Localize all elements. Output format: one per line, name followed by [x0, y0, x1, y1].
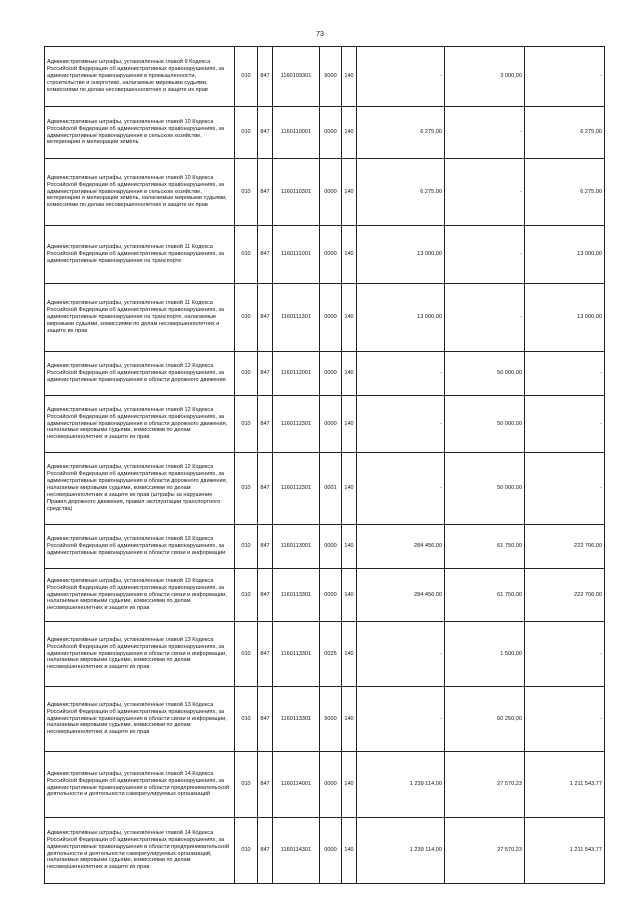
- planned-amount-cell: 284 456,00: [357, 525, 445, 569]
- description-cell: Административные штрафы, установленные главой 9 Кодекса Российской Федерации об административных правонарушениях, за административные правонарушения в промышленности, строительстве и энергетике, налагаемые мировыми судьями, комиссиями по делам несовершеннолетних и защите их прав: [45, 47, 235, 107]
- table-body: [45, 47, 605, 884]
- section-code-cell: 010: [235, 687, 258, 752]
- admin-code-cell: 847: [258, 752, 273, 818]
- unexecuted-amount-cell: -: [525, 352, 605, 396]
- kind-code-cell: 140: [342, 159, 357, 226]
- section-code-cell: 010: [235, 284, 258, 352]
- unexecuted-amount-cell: 13 000,00: [525, 226, 605, 284]
- subcode-cell: 0001: [320, 453, 342, 525]
- subcode-cell: 0000: [320, 752, 342, 818]
- executed-amount-cell: 3 000,00: [445, 47, 525, 107]
- section-code-cell: 010: [235, 622, 258, 687]
- kind-code-cell: 140: [342, 226, 357, 284]
- admin-code-cell: 847: [258, 569, 273, 622]
- executed-amount-cell: 60 250,00: [445, 687, 525, 752]
- admin-code-cell: 847: [258, 687, 273, 752]
- budget-code-cell: 1160112001: [273, 352, 320, 396]
- executed-amount-cell: 61 750,00: [445, 525, 525, 569]
- description-cell: Административные штрафы, установленные главой 12 Кодекса Российской Федерации об административных правонарушениях, за административные правонарушения в области дорожного движения: [45, 352, 235, 396]
- executed-amount-cell: 27 570,23: [445, 752, 525, 818]
- description-cell: Административные штрафы, установленные главой 14 Кодекса Российской Федерации об административных правонарушениях, за административные правонарушения в области предпринимательской деятельности и деятельности саморегулируемых организаций: [45, 752, 235, 818]
- planned-amount-cell: 1 239 114,00: [357, 818, 445, 884]
- admin-code-cell: 847: [258, 622, 273, 687]
- admin-code-cell: 847: [258, 396, 273, 453]
- unexecuted-amount-cell: 222 706,00: [525, 525, 605, 569]
- planned-amount-cell: 13 000,00: [357, 284, 445, 352]
- budget-code-cell: 1160113001: [273, 525, 320, 569]
- subcode-cell: 0025: [320, 622, 342, 687]
- admin-code-cell: 847: [258, 453, 273, 525]
- subcode-cell: 0000: [320, 525, 342, 569]
- section-code-cell: 010: [235, 396, 258, 453]
- section-code-cell: 010: [235, 226, 258, 284]
- subcode-cell: 0000: [320, 352, 342, 396]
- unexecuted-amount-cell: 6 275,00: [525, 107, 605, 159]
- subcode-cell: 9000: [320, 47, 342, 107]
- subcode-cell: 0000: [320, 284, 342, 352]
- kind-code-cell: 140: [342, 818, 357, 884]
- table-row: [45, 107, 605, 159]
- planned-amount-cell: 6 275,00: [357, 159, 445, 226]
- executed-amount-cell: 61 750,00: [445, 569, 525, 622]
- table-row: [45, 569, 605, 622]
- section-code-cell: 010: [235, 453, 258, 525]
- description-cell: Административные штрафы, установленные главой 11 Кодекса Российской Федерации об административных правонарушениях, за административные правонарушения на транспорте, налагаемые мировыми судьями, комиссиями по делам несовершеннолетних и защите их прав: [45, 284, 235, 352]
- kind-code-cell: 140: [342, 687, 357, 752]
- budget-code-cell: 1160110301: [273, 159, 320, 226]
- table-row: [45, 284, 605, 352]
- budget-code-cell: 1160110001: [273, 107, 320, 159]
- table-row: [45, 752, 605, 818]
- kind-code-cell: 140: [342, 352, 357, 396]
- admin-code-cell: 847: [258, 159, 273, 226]
- description-cell: Административные штрафы, установленные главой 12 Кодекса Российской Федерации об административных правонарушениях, за административные правонарушения в области дорожного движения, налагаемые мировыми судьями, комиссиями по делам несовершеннолетних и защите их прав: [45, 396, 235, 453]
- table-row: [45, 352, 605, 396]
- admin-code-cell: 847: [258, 226, 273, 284]
- admin-code-cell: 847: [258, 284, 273, 352]
- section-code-cell: 010: [235, 159, 258, 226]
- subcode-cell: 0000: [320, 569, 342, 622]
- unexecuted-amount-cell: -: [525, 687, 605, 752]
- section-code-cell: 010: [235, 569, 258, 622]
- executed-amount-cell: 27 570,23: [445, 818, 525, 884]
- table-row: [45, 818, 605, 884]
- planned-amount-cell: -: [357, 396, 445, 453]
- section-code-cell: 010: [235, 752, 258, 818]
- unexecuted-amount-cell: 222 706,00: [525, 569, 605, 622]
- description-cell: Административные штрафы, установленные главой 14 Кодекса Российской Федерации об административных правонарушениях, за административные правонарушения в области предпринимательской деятельности и деятельности саморегулируемых организаций, налагаемые мировыми судьями, комиссиями по делам несовершеннолетних и защите их прав: [45, 818, 235, 884]
- budget-code-cell: 1160112301: [273, 453, 320, 525]
- admin-code-cell: 847: [258, 47, 273, 107]
- table-row: [45, 453, 605, 525]
- table-row: [45, 226, 605, 284]
- planned-amount-cell: 6 275,00: [357, 107, 445, 159]
- section-code-cell: 010: [235, 352, 258, 396]
- planned-amount-cell: -: [357, 352, 445, 396]
- planned-amount-cell: -: [357, 47, 445, 107]
- executed-amount-cell: 1 500,00: [445, 622, 525, 687]
- planned-amount-cell: 284 456,00: [357, 569, 445, 622]
- executed-amount-cell: -: [445, 159, 525, 226]
- subcode-cell: 0000: [320, 396, 342, 453]
- budget-code-cell: 1160113301: [273, 687, 320, 752]
- table-row: [45, 159, 605, 226]
- kind-code-cell: 140: [342, 453, 357, 525]
- kind-code-cell: 140: [342, 47, 357, 107]
- kind-code-cell: 140: [342, 622, 357, 687]
- kind-code-cell: 140: [342, 525, 357, 569]
- budget-code-cell: 1160109301: [273, 47, 320, 107]
- section-code-cell: 010: [235, 525, 258, 569]
- subcode-cell: 0000: [320, 107, 342, 159]
- budget-code-cell: 1160114001: [273, 752, 320, 818]
- description-cell: Административные штрафы, установленные главой 13 Кодекса Российской Федерации об административных правонарушениях, за административные правонарушения в области связи и информации, налагаемые мировыми судьями, комиссиями по делам несовершеннолетних и защите их прав: [45, 687, 235, 752]
- budget-code-cell: 1160113301: [273, 569, 320, 622]
- budget-code-cell: 1160111301: [273, 284, 320, 352]
- admin-code-cell: 847: [258, 818, 273, 884]
- planned-amount-cell: -: [357, 687, 445, 752]
- planned-amount-cell: -: [357, 453, 445, 525]
- unexecuted-amount-cell: -: [525, 396, 605, 453]
- unexecuted-amount-cell: -: [525, 622, 605, 687]
- unexecuted-amount-cell: 1 211 543,77: [525, 752, 605, 818]
- description-cell: Административные штрафы, установленные главой 13 Кодекса Российской Федерации об административных правонарушениях, за административные правонарушения в области связи и информации, налагаемые мировыми судьями, комиссиями по делам несовершеннолетних и защите их прав: [45, 569, 235, 622]
- table-row: [45, 396, 605, 453]
- kind-code-cell: 140: [342, 284, 357, 352]
- subcode-cell: 0000: [320, 226, 342, 284]
- description-cell: Административные штрафы, установленные главой 11 Кодекса Российской Федерации об административных правонарушениях, за административные правонарушения на транспорте: [45, 226, 235, 284]
- budget-code-cell: 1160114301: [273, 818, 320, 884]
- subcode-cell: 0000: [320, 818, 342, 884]
- section-code-cell: 010: [235, 107, 258, 159]
- unexecuted-amount-cell: -: [525, 453, 605, 525]
- admin-code-cell: 847: [258, 525, 273, 569]
- description-cell: Административные штрафы, установленные главой 10 Кодекса Российской Федерации об административных правонарушениях, за административные правонарушения в сельском хозяйстве, ветеринарии и мелиорации земель: [45, 107, 235, 159]
- unexecuted-amount-cell: 6 275,00: [525, 159, 605, 226]
- planned-amount-cell: 1 239 114,00: [357, 752, 445, 818]
- table-row: [45, 47, 605, 107]
- unexecuted-amount-cell: 1 211 543,77: [525, 818, 605, 884]
- kind-code-cell: 140: [342, 107, 357, 159]
- kind-code-cell: 140: [342, 752, 357, 818]
- planned-amount-cell: -: [357, 622, 445, 687]
- table-row: [45, 687, 605, 752]
- table-row: [45, 622, 605, 687]
- executed-amount-cell: 50 000,00: [445, 453, 525, 525]
- budget-code-cell: 1160112301: [273, 396, 320, 453]
- section-code-cell: 010: [235, 818, 258, 884]
- unexecuted-amount-cell: -: [525, 47, 605, 107]
- description-cell: Административные штрафы, установленные главой 13 Кодекса Российской Федерации об административных правонарушениях, за административные правонарушения в области связи и информации, налагаемые мировыми судьями, комиссиями по делам несовершеннолетних и защите их прав: [45, 622, 235, 687]
- kind-code-cell: 140: [342, 569, 357, 622]
- description-cell: Административные штрафы, установленные главой 10 Кодекса Российской Федерации об административных правонарушениях, за административные правонарушения в сельском хозяйстве, ветеринарии и мелиорации земель, налагаемые мировыми судьями, комиссиями по делам несовершеннолетних и защите их прав: [45, 159, 235, 226]
- executed-amount-cell: -: [445, 226, 525, 284]
- admin-code-cell: 847: [258, 352, 273, 396]
- admin-code-cell: 847: [258, 107, 273, 159]
- section-code-cell: 010: [235, 47, 258, 107]
- planned-amount-cell: 13 000,00: [357, 226, 445, 284]
- budget-code-cell: 1160113301: [273, 622, 320, 687]
- table-row: [45, 525, 605, 569]
- subcode-cell: 9000: [320, 687, 342, 752]
- description-cell: Административные штрафы, установленные главой 13 Кодекса Российской Федерации об административных правонарушениях, за административные правонарушения в области связи и информации: [45, 525, 235, 569]
- executed-amount-cell: 50 000,00: [445, 352, 525, 396]
- page-number: 73: [316, 31, 324, 38]
- executed-amount-cell: -: [445, 284, 525, 352]
- unexecuted-amount-cell: 13 000,00: [525, 284, 605, 352]
- income-table: [44, 46, 605, 884]
- executed-amount-cell: 50 000,00: [445, 396, 525, 453]
- description-cell: Административные штрафы, установленные главой 12 Кодекса Российской Федерации об административных правонарушениях, за административные правонарушения в области дорожного движения, налагаемые мировыми судьями, комиссиями по делам несовершеннолетних и защите их прав (штрафы за нарушение Правил дорожного движения, правил эксплуатации транспортного средства): [45, 453, 235, 525]
- budget-code-cell: 1160111001: [273, 226, 320, 284]
- kind-code-cell: 140: [342, 396, 357, 453]
- executed-amount-cell: -: [445, 107, 525, 159]
- subcode-cell: 0000: [320, 159, 342, 226]
